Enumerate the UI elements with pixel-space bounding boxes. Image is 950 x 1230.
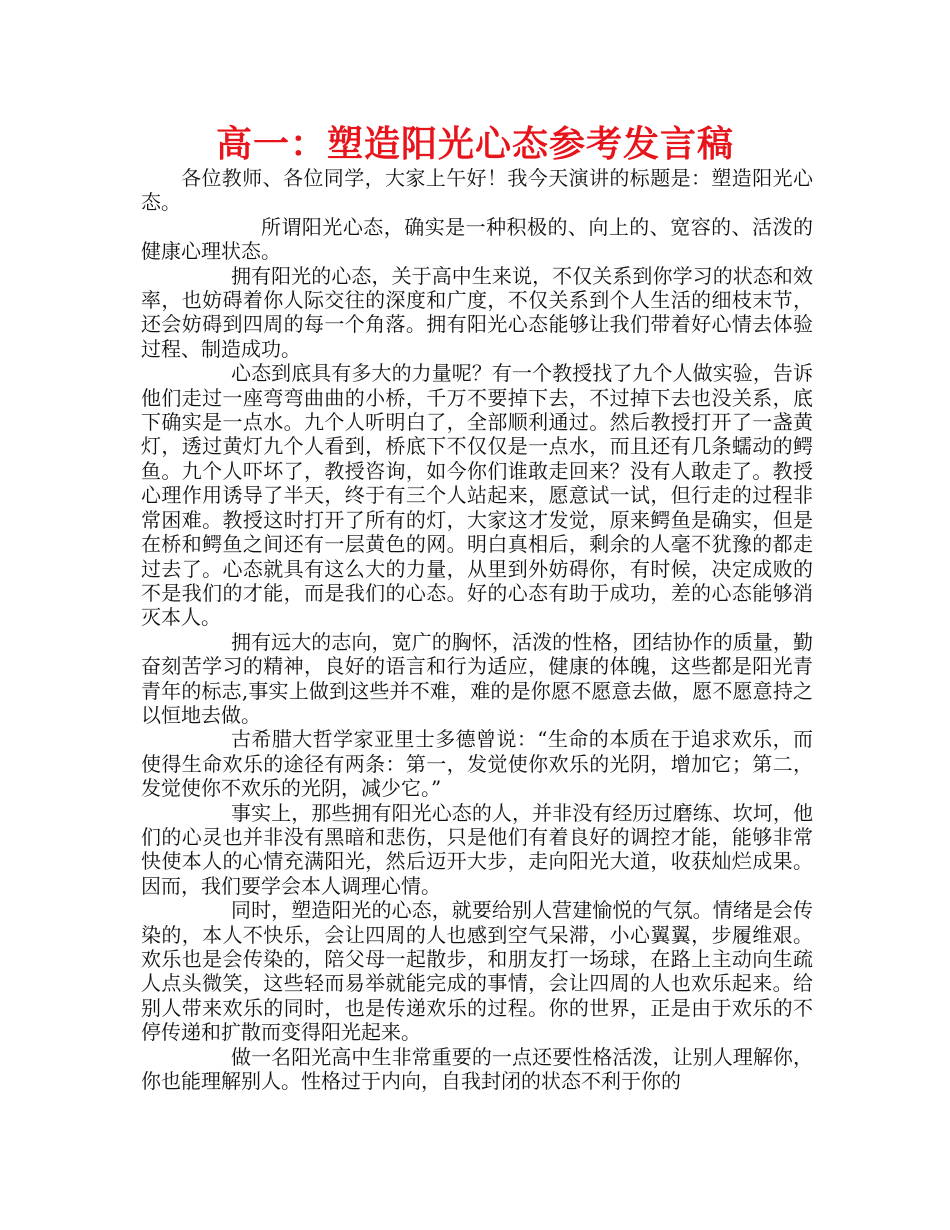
paragraph-personality: 做一名阳光高中生非常重要的一点还要性格活泼，让别人理解你，你也能理解别人。性格过于内向，自我封闭的状态不利于你的: [141, 1044, 813, 1094]
paragraph-greeting: 各位教师、各位同学，大家上午好！我今天演讲的标题是：塑造阳光心态。: [141, 166, 813, 215]
paragraph-importance: 拥有阳光的心态，关于高中生来说，不仅关系到你学习的状态和效率，也妨碍着你人际交往的深度和广度，不仅关系到个人生活的细枝末节，还会妨碍到四周的每一个角落。拥有阳光心态能够让我们带着好心情去体验过程、制造成功。: [141, 263, 813, 361]
paragraph-definition: 所谓阳光心态，确实是一种积极的、向上的、宽容的、活泼的健康心理状态。: [141, 214, 813, 264]
document-body: [141, 166, 813, 1093]
paragraph-spread-happiness: 同时，塑造阳光的心态，就要给别人营建愉悦的气氛。情绪是会传染的，本人不快乐，会让四周的人也感到空气呆滞，小心翼翼，步履维艰。欢乐也是会传染的，陪父母一起散步，和朋友打一场球，在路上主动向生疏人点头微笑，这些轻而易举就能完成的事情，会让四周的人也欢乐起来。给别人带来欢乐的同时，也是传递欢乐的过程。你的世界，正是由于欢乐的不停传递和扩散而变得阳光起来。: [141, 898, 813, 1045]
document-title: 高一：塑造阳光心态参考发言稿: [215, 124, 734, 165]
paragraph-aristotle-quote: 古希腊大哲学家亚里士多德曾说：“生命的本质在于追求欢乐，而使得生命欢乐的途径有两条：第一，发觉使你欢乐的光阴，增加它；第二，发觉使你不欢乐的光阴，减少它。”: [141, 727, 813, 801]
paragraph-qualities: 拥有远大的志向，宽广的胸怀，活泼的性格，团结协作的质量，勤奋刻苦学习的精神，良好的语言和行为适应，健康的体魄，这些都是阳光青青年的标志,事实上做到这些并不难，难的是你愿不愿意去做，愿不愿意持之以恒地去做。: [141, 629, 813, 727]
paragraph-experiment-story: 心态到底具有多大的力量呢？有一个教授找了九个人做实验，告诉他们走过一座弯弯曲曲的小桥，千万不要掉下去，不过掉下去也没关系，底下确实是一点水。九个人听明白了，全部顺利通过。然后教授打开了一盏黄灯，透过黄灯九个人看到，桥底下不仅仅是一点水，而且还有几条蠕动的鳄鱼。九个人吓坏了，教授咨询，如今你们谁敢走回来？没有人敢走了。教授心理作用诱导了半天，终于有三个人站起来，愿意试一试，但行走的过程非常困难。教授这时打开了所有的灯，大家这才发觉，原来鳄鱼是确实，但是在桥和鳄鱼之间还有一层黄色的网。明白真相后，剩余的人毫不犹豫的都走过去了。心态就具有这么大的力量，从里到外妨碍你，有时候，决定成败的不是我们的才能，而是我们的心态。好的心态有助于成功，差的心态能够消灭本人。: [141, 361, 813, 630]
paragraph-self-regulation: 事实上，那些拥有阳光心态的人，并非没有经历过磨练、坎坷，他们的心灵也并非没有黑暗和悲伤，只是他们有着良好的调控才能，能够非常快使本人的心情充满阳光，然后迈开大步，走向阳光大道，收获灿烂成果。因而，我们要学会本人调理心情。: [141, 800, 813, 898]
